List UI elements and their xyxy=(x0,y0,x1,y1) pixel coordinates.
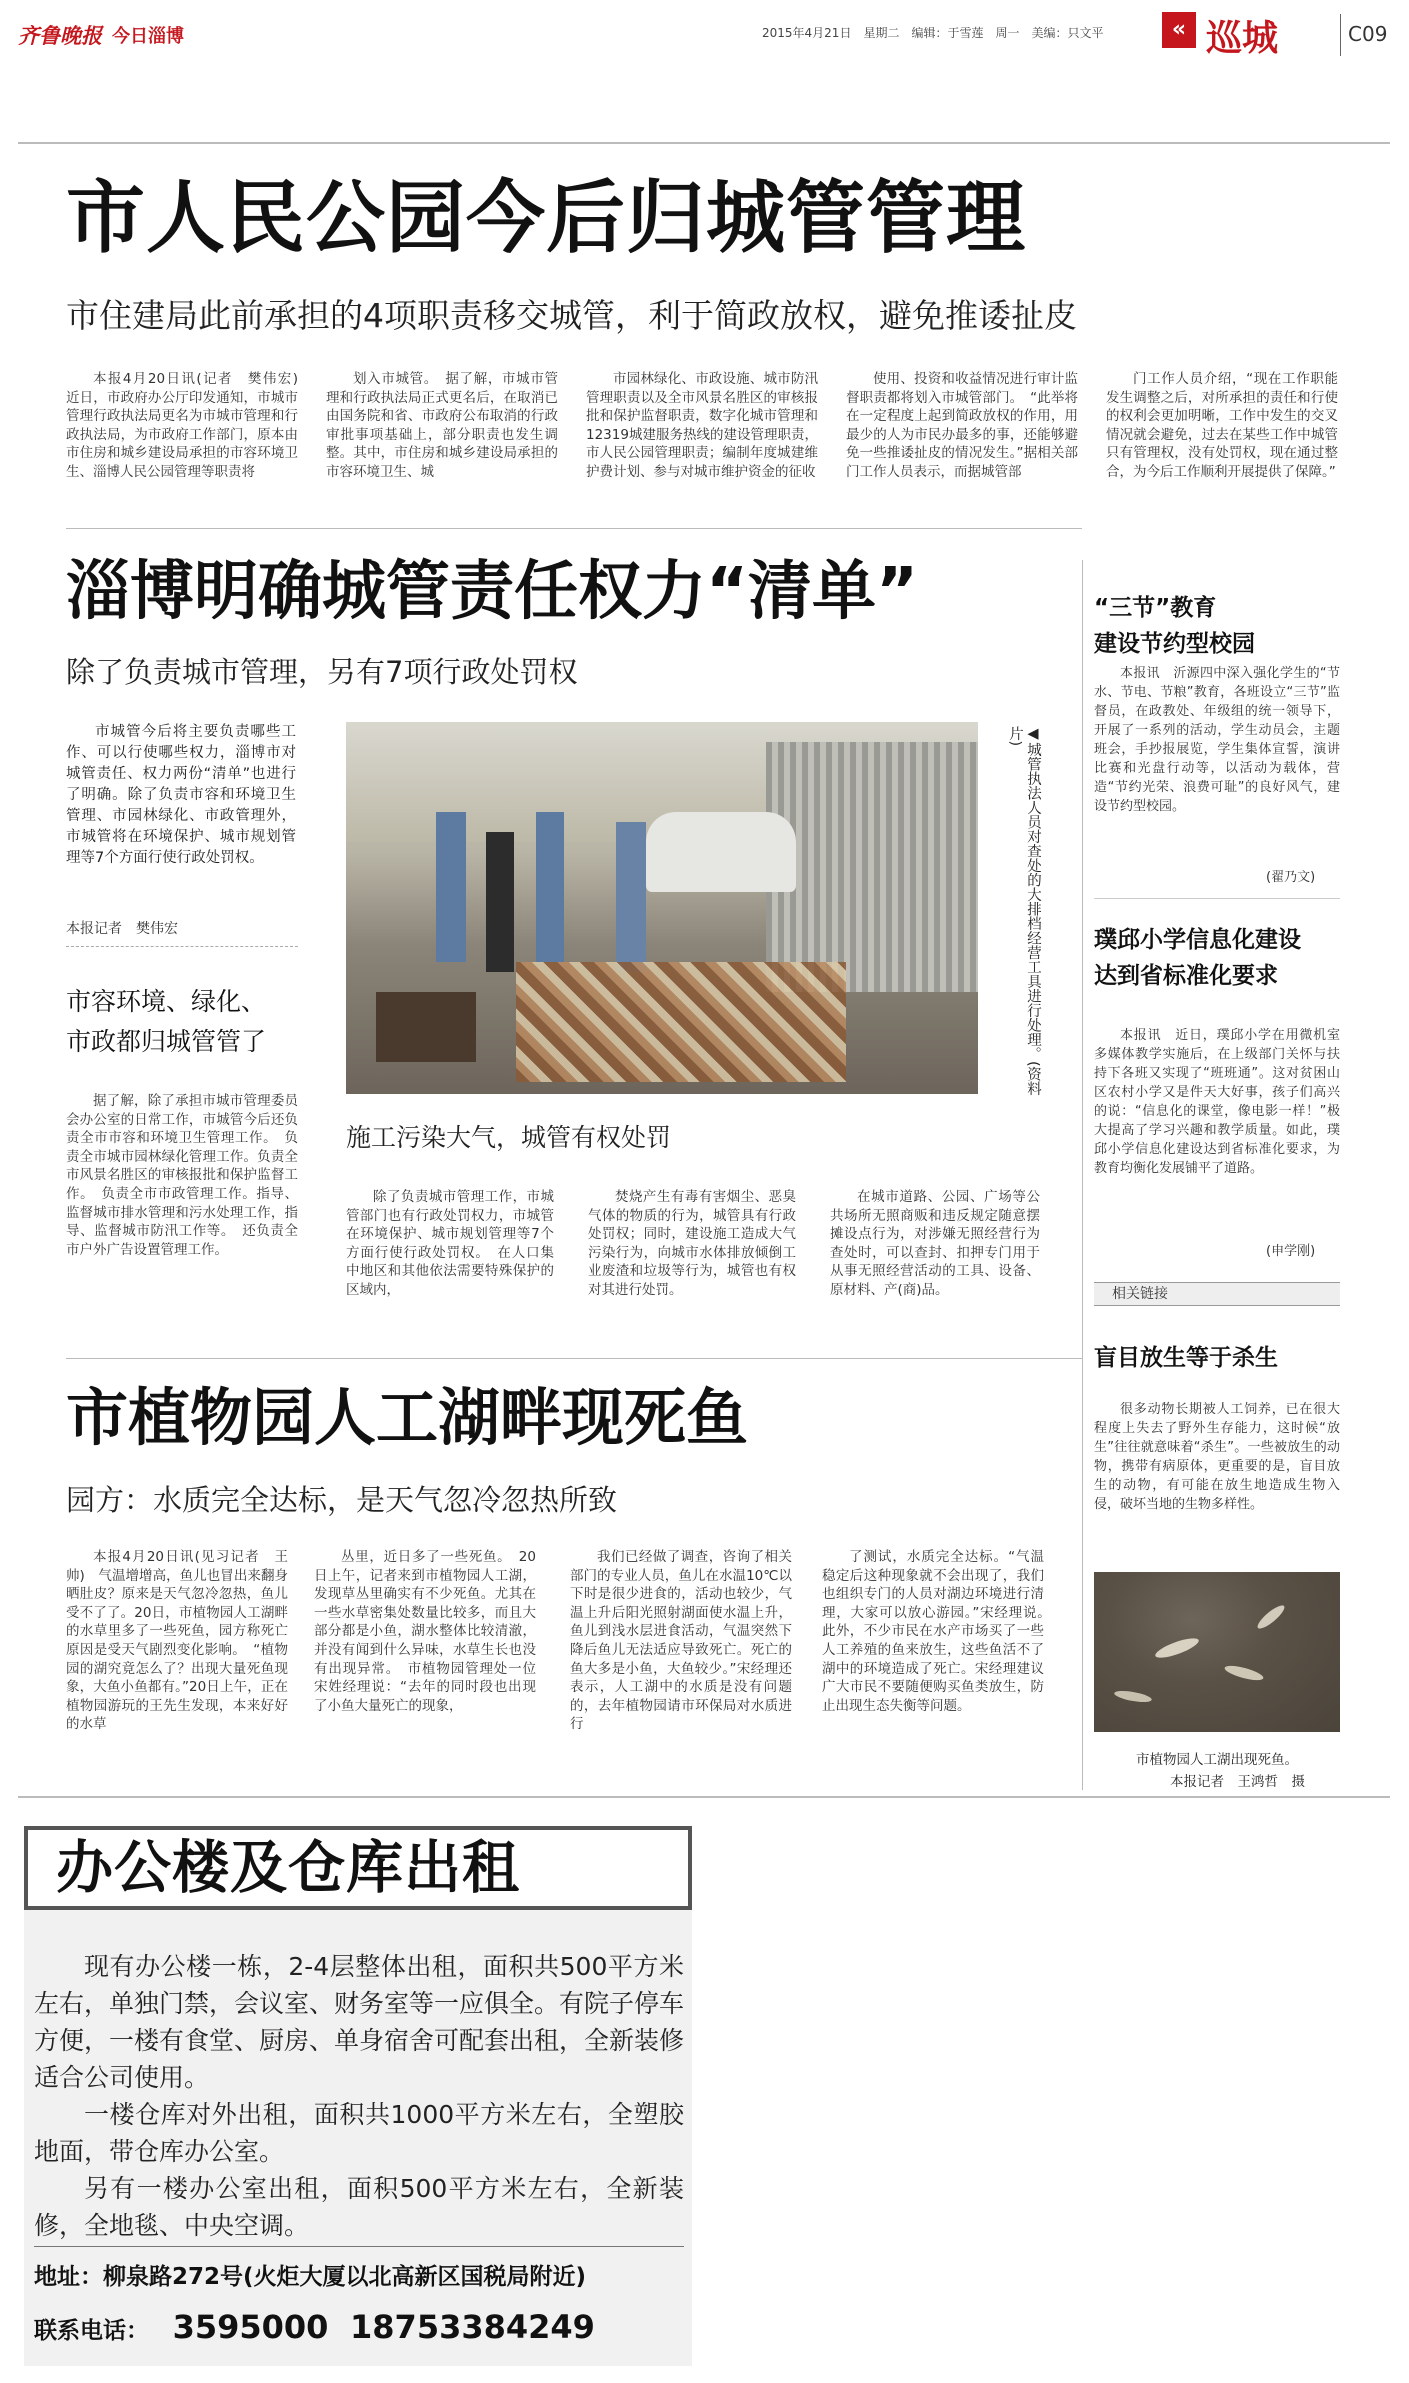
article3-col-3: 我们已经做了调查，咨询了相关部门的专业人员，鱼儿在水温10℃以下时是很少进食的，活动也较少，气温上升后阳光照射湖面使水温上升，鱼儿到浅水层进食活动，气温突然下降后鱼儿无法适应导致死亡。死亡的鱼大多是小鱼，大鱼较少。”宋经理还表示，人工湖中的水质是没有问题的，去年植物园请市环保局对水质进行 xyxy=(570,1549,792,1733)
ad-address-label: 地址： xyxy=(34,2264,103,2290)
article1-col-3: 市园林绿化、市政设施、城市防汛管理职责以及全市风景名胜区的审核报批和保护监督职责，数字化城市管理和12319城建服务热线的建设管理职责，市人民公园管理职责；编制年度城建维护费计划、参与对城市维护资金的征收 xyxy=(586,371,818,480)
enforcement-photo xyxy=(346,722,978,1094)
article2-sub2-title: 施工污染大气，城管有权处罚 xyxy=(346,1123,672,1152)
photo-caption-vertical: ◀城管执法人员对查处的大排档经营工具进行处理。(资料片) xyxy=(1007,726,1041,1096)
ad-title-box xyxy=(24,1826,692,1910)
article3-col-1: 本报4月20日讯(见习记者 王帅) 气温增增高，鱼儿也冒出来翻身晒肚皮？原来是天气忽冷忽热，鱼儿受不了了。20日，市植物园人工湖畔的水草里多了一些死鱼，园方称死亡原因是受天气剧烈变化影响。 “植物园的湖究竟怎么了？出现大量死鱼现象，大鱼小鱼都有。”20日上午，正在植物园游玩的王先生发现，本来好好的水草 xyxy=(66,1549,288,1733)
ad-title: 办公楼及仓库出租 xyxy=(56,1835,520,1901)
sidebar-story1-body: 本报讯 沂源四中深入强化学生的“节水、节电、节粮”教育，各班设立“三节”监督员，在政教处、年级组的统一领导下，开展了一系列的活动，学生动员会，主题班会，手抄报展览，学生集体宣誓，演讲比赛和光盘行动等，以活动为载体，营造“节约光荣、浪费可耻”的良好风气，建设节约型校园。 xyxy=(1094,666,1340,814)
story2-title-line1: 璞邱小学信息化建设 xyxy=(1094,927,1301,953)
sidebar-story2-byline: (申学刚) xyxy=(1266,1244,1316,1259)
article1-col-4: 使用、投资和收益情况进行审计监督职责都将划入市城管部门。 “此举将在一定程度上起到简政放权的作用，用最少的人为市民办最多的事，还能够避免一些推诿扯皮的情况发生。”据相关部门工作人员表示，而据城管部 xyxy=(846,371,1078,480)
story1-title-line2: 建设节约型校园 xyxy=(1094,631,1255,657)
masthead-section-label: 今日淄博 xyxy=(112,26,184,47)
dead-fish-photo xyxy=(1094,1572,1340,1732)
story2-title-line2: 达到省标准化要求 xyxy=(1094,963,1278,989)
section-title: 巡城 xyxy=(1206,18,1279,59)
article2-sub1-title xyxy=(66,982,306,1062)
sidebar-story1-byline: (翟乃文) xyxy=(1266,870,1316,885)
section-badge xyxy=(1162,12,1196,48)
sidebar-story3-body: 很多动物长期被人工饲养，已在很大程度上失去了野外生存能力，这时候“放生”往往就意味着“杀生”。一些被放生的动物，携带有病原体，更重要的是，盲目放生的动物，有可能在放生地造成生物入侵，破坏当地的生物多样性。 xyxy=(1094,1402,1340,1512)
article2-byline: 本报记者 樊伟宏 xyxy=(66,921,178,937)
ad-para-1: 现有办公楼一栋，2-4层整体出租，面积共500平方米左右，单独门禁，会议室、财务室等一应俱全。有院子停车方便，一楼有食堂、厨房、单身宿舍可配套出租，全新装修适合公司使用。 xyxy=(34,1952,685,2092)
article1-col-2: 划入市城管。 据了解，市城市管理和行政执法局正式更名后，在取消已由国务院和省、市政府公布取消的行政审批事项基础上，部分职责也发生调整。其中，市住房和城乡建设局承担的市容环境卫生、城 xyxy=(326,371,558,480)
sidebar-story2-title xyxy=(1094,922,1344,994)
sub1-title-line1: 市容环境、绿化、 xyxy=(66,987,267,1016)
ad-phone-1: 3595000 xyxy=(172,2308,329,2346)
article2-title: 淄博明确城管责任权力“清单” xyxy=(66,555,919,629)
masthead-logo: 齐鲁晚报 xyxy=(18,24,102,48)
date-line: 2015年4月21日 星期二 编辑：于雪莲 周一 美编：只文平 xyxy=(762,26,1104,40)
article2-sub2-col-1: 除了负责城市管理工作，市城管部门也有行政处罚权力，市城管在环境保护、城市规划管理等7个方面行使行政处罚权。 在人口集中地区和其他依法需要特殊保护的区域内， xyxy=(346,1189,554,1298)
ad-phone-2: 18753384249 xyxy=(350,2308,595,2346)
sidebar-story1-title xyxy=(1094,590,1344,662)
story1-title-line1: “三节”教育 xyxy=(1094,595,1217,621)
ad-para-3: 另有一楼办公室出租，面积500平方米左右，全新装修，全地毯、中央空调。 xyxy=(34,2174,684,2240)
page-number: C09 xyxy=(1348,22,1388,46)
dead-fish-photo-byline: 本报记者 王鸿哲 摄 xyxy=(1170,1774,1305,1790)
article2-sub1-body: 据了解，除了承担市城市管理委员会办公室的日常工作，市城管今后还负责全市市容和环境卫生管理工作。 负责全市城市园林绿化管理工作。负责全市风景名胜区的审核报批和保护监督工作。 负责全市市政管理工作。指导、监督城市排水管理和污水处理工作，指导、监督城市防汛工作等。 还负责全市户外广告设置管理工作。 xyxy=(66,1093,298,1258)
article3-subtitle: 园方：水质完全达标，是天气忽冷忽热所致 xyxy=(66,1483,618,1517)
ad-address-line xyxy=(34,2258,586,2291)
article2-lead: 市城管今后将主要负责哪些工作、可以行使哪些权力，淄博市对城管责任、权力两份“清单”也进行了明确。除了负责市容和环境卫生管理、市园林绿化、市政管理外，市城管将在环境保护、城市规划管理等7个方面行使行政处罚权。 xyxy=(66,724,296,866)
sidebar-story2-body: 本报讯 近日，璞邱小学在用微机室多媒体教学实施后，在上级部门关怀与扶持下各班又实现了“班班通”。这对贫困山区农村小学又是件天大好事，孩子们高兴的说：“信息化的课堂，像电影一样！”极大提高了学习兴趣和教学质量。如此，璞邱小学信息化建设达到省标准化要求，为教育均衡化发展铺平了道路。 xyxy=(1094,1028,1340,1176)
ad-phone-label: 联系电话： xyxy=(34,2318,149,2344)
article3-title: 市植物园人工湖畔现死鱼 xyxy=(66,1381,749,1454)
article2-sub2-col-2: 焚烧产生有毒有害烟尘、恶臭气体的物质的行为，城管具有行政处罚权；同时，建设施工造成大气污染行为，向城市水体排放倾倒工业废渣和垃圾等行为，城管也有权对其进行处罚。 xyxy=(588,1189,796,1298)
article3-col-4: 了测试，水质完全达标。“气温稳定后这种现象就不会出现了，我们也组织专门的人员对湖边环境进行清理，大家可以放心游园。”宋经理说。 此外，不少市民在水产市场买了一些人工养殖的鱼来放生，这些鱼活不了湖中的环境造成了死亡。宋经理建议广大市民不要随便购买鱼类放生，防止出现生态失衡等问题。 xyxy=(822,1549,1058,1714)
ad-phone-line xyxy=(34,2308,595,2346)
sub1-title-line2: 市政都归城管管了 xyxy=(66,1027,267,1056)
rental-ad xyxy=(24,1826,692,2366)
double-chevron-icon: « xyxy=(1171,17,1187,42)
article1-col-5: 门工作人员介绍，“现在工作职能发生调整之后，对所承担的责任和行使的权利会更加明晰，工作中发生的交叉情况就会避免，过去在某些工作中城管只有管理权，没有处罚权，现在通过整合，为今后工作顺利开展提供了保障。” xyxy=(1106,371,1338,480)
article3-col-2: 丛里，近日多了一些死鱼。 20日上午，记者来到市植物园人工湖，发现草丛里确实有不少死鱼。尤其在一些水草密集处数量比较多，而且大部分都是小鱼，湖水整体比较清澈，并没有闻到什么异味，水草生长也没有出现异常。 市植物园管理处一位宋姓经理说：“去年的同时段也出现了小鱼大量死亡的现象， xyxy=(314,1549,536,1714)
article1-subtitle: 市住建局此前承担的4项职责移交城管，利于简政放权，避免推诿扯皮 xyxy=(66,296,1077,335)
related-links-bar xyxy=(1094,1282,1340,1306)
ad-body xyxy=(34,1948,684,2244)
ad-para-2: 一楼仓库对外出租，面积共1000平方米左右，全塑胶地面，带仓库办公室。 xyxy=(34,2100,684,2166)
article1-col-1: 本报4月20日讯(记者 樊伟宏) 近日，市政府办公厅印发通知，市城市管理行政执法局更名为市城市管理和行政执法局，为市政府工作部门，原本由市住房和城乡建设局承担的市容环境卫生、淄博人民公园管理等职责将 xyxy=(66,371,312,480)
ad-address: 柳泉路272号(火炬大厦以北高新区国税局附近) xyxy=(103,2264,587,2290)
article1-title: 市人民公园今后归城管管理 xyxy=(66,172,1026,264)
article2-sub2-col-3: 在城市道路、公园、广场等公共场所无照商贩和违反规定随意摆摊设点行为，对涉嫌无照经营行为查处时，可以查封、扣押专门用于从事无照经营活动的工具、设备、原材料、产(商)品。 xyxy=(830,1189,1040,1298)
article2-subtitle: 除了负责城市管理，另有7项行政处罚权 xyxy=(66,655,578,689)
related-links-label: 相关链接 xyxy=(1112,1286,1168,1302)
dead-fish-photo-caption: 市植物园人工湖出现死鱼。 xyxy=(1136,1752,1298,1768)
sidebar-story3-title: 盲目放生等于杀生 xyxy=(1094,1345,1278,1371)
